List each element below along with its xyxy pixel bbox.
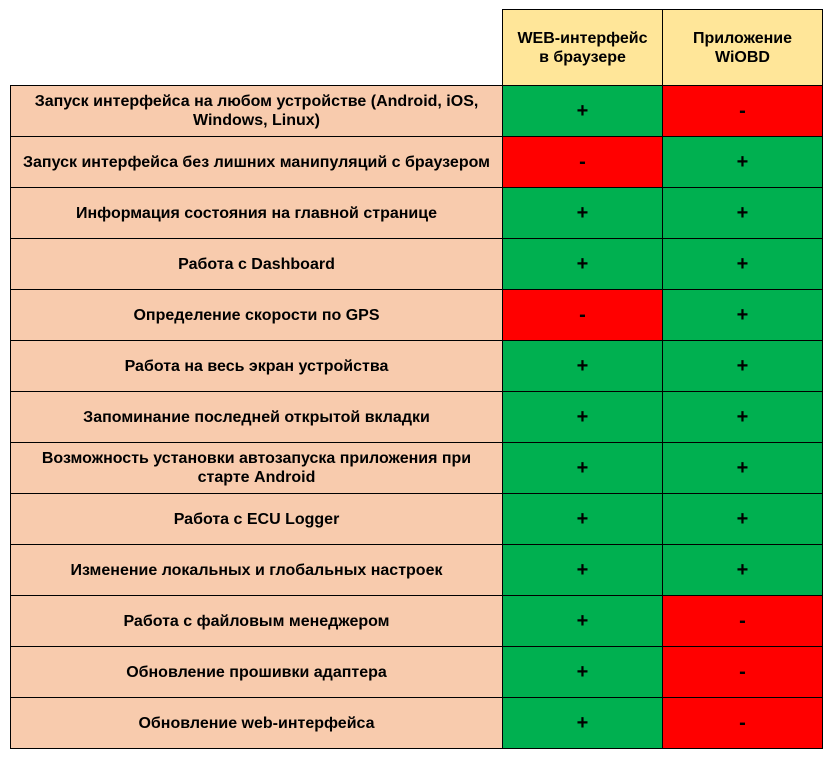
web-support-mark: + [503,596,663,647]
app-support-mark: + [663,239,823,290]
app-support-mark: + [663,392,823,443]
table-row [11,188,823,239]
column-header-wiobd-app: Приложение WiOBD [663,10,823,86]
web-support-mark: + [503,647,663,698]
feature-label: Информация состояния на главной странице [11,188,503,239]
app-support-mark: + [663,494,823,545]
web-support-mark: + [503,698,663,749]
web-support-mark: + [503,239,663,290]
feature-label: Работа с Dashboard [11,239,503,290]
feature-label: Обновление web-интерфейса [11,698,503,749]
table-row [11,596,823,647]
web-support-mark: + [503,443,663,494]
web-support-mark: - [503,290,663,341]
table-row [11,698,823,749]
app-support-mark: + [663,188,823,239]
table-row [11,545,823,596]
table-row [11,86,823,137]
feature-label: Изменение локальных и глобальных настроек [11,545,503,596]
feature-label: Работа с ECU Logger [11,494,503,545]
table-row [11,341,823,392]
app-support-mark: - [663,86,823,137]
feature-label: Определение скорости по GPS [11,290,503,341]
web-support-mark: + [503,392,663,443]
web-support-mark: + [503,86,663,137]
app-support-mark: - [663,596,823,647]
app-support-mark: - [663,647,823,698]
feature-label: Обновление прошивки адаптера [11,647,503,698]
app-support-mark: + [663,137,823,188]
web-support-mark: + [503,545,663,596]
web-support-mark: - [503,137,663,188]
app-support-mark: + [663,545,823,596]
table-row [11,647,823,698]
app-support-mark: + [663,341,823,392]
table-row [11,443,823,494]
feature-label: Работа на весь экран устройства [11,341,503,392]
feature-label: Запуск интерфейса без лишних манипуляций с браузером [11,137,503,188]
table-row [11,494,823,545]
feature-label: Запуск интерфейса на любом устройстве (Android, iOS, Windows, Linux) [11,86,503,137]
table-row [11,239,823,290]
comparison-table [10,9,823,749]
app-support-mark: + [663,290,823,341]
empty-corner-cell [11,10,503,86]
feature-label: Работа с файловым менеджером [11,596,503,647]
column-header-web-interface: WEB-интерфейс в браузере [503,10,663,86]
web-support-mark: + [503,494,663,545]
web-support-mark: + [503,341,663,392]
table-row [11,290,823,341]
table-row [11,392,823,443]
header-row [11,10,823,86]
feature-label: Возможность установки автозапуска приложения при старте Android [11,443,503,494]
app-support-mark: + [663,443,823,494]
app-support-mark: - [663,698,823,749]
table-row [11,137,823,188]
feature-label: Запоминание последней открытой вкладки [11,392,503,443]
web-support-mark: + [503,188,663,239]
